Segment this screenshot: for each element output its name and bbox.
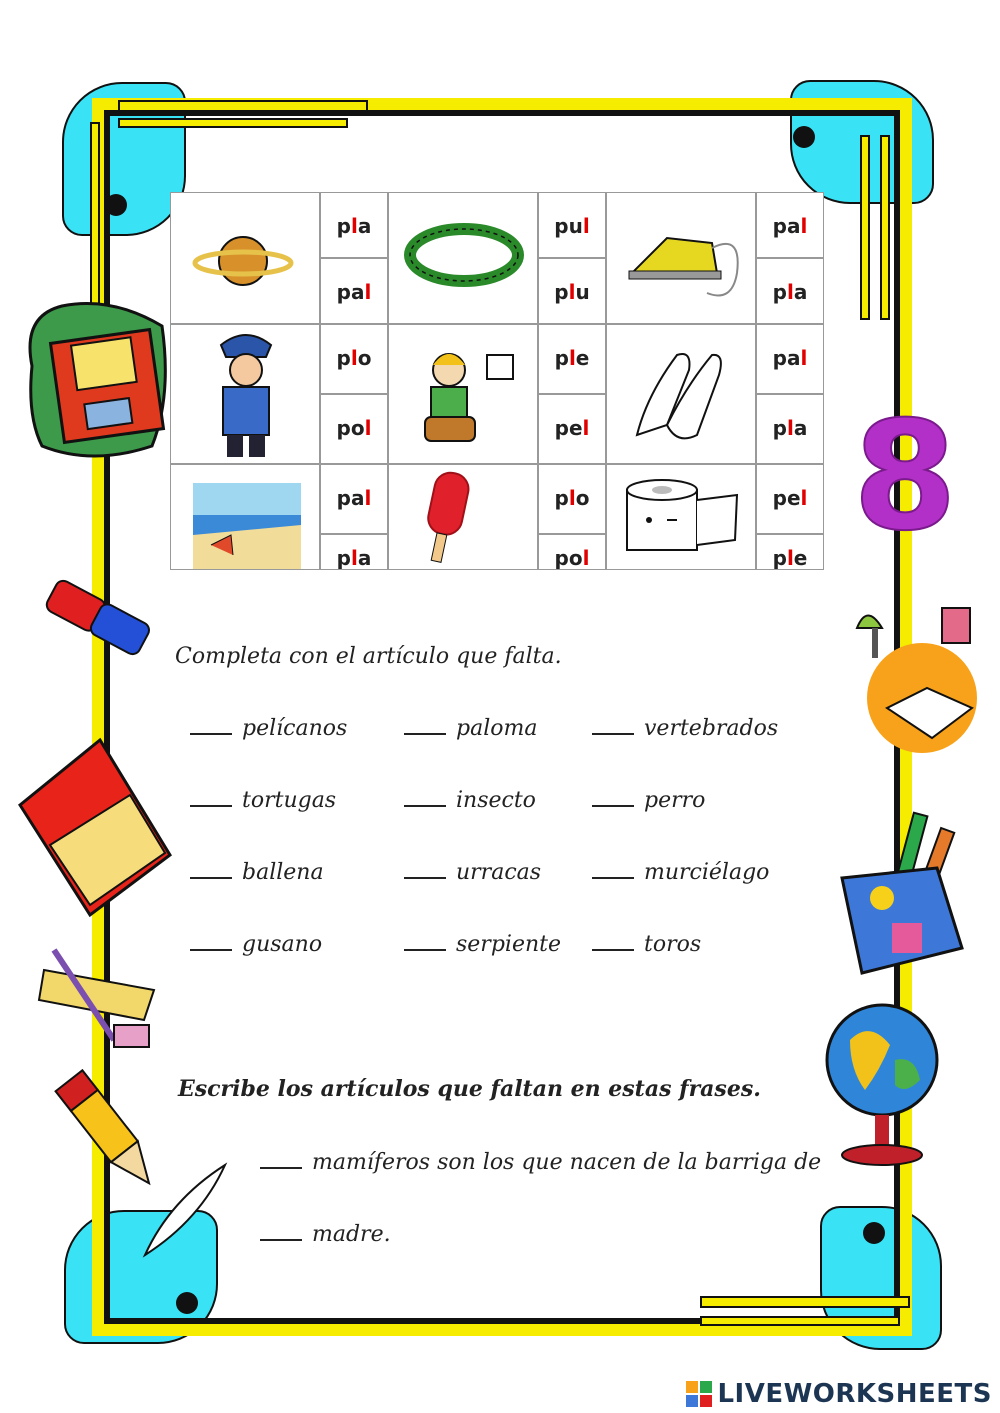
pencil-bag-icon bbox=[832, 808, 972, 978]
word-item bbox=[190, 716, 347, 741]
syllable-cell bbox=[320, 324, 388, 394]
word-text: insecto bbox=[456, 788, 536, 813]
answer-blank[interactable] bbox=[404, 877, 446, 879]
liveworksheets-logo bbox=[685, 1379, 992, 1409]
word-text: urracas bbox=[456, 860, 542, 885]
syllable-option[interactable]: pal bbox=[772, 214, 808, 238]
word-item bbox=[592, 932, 701, 957]
picture-cell-iron bbox=[606, 192, 756, 324]
picture-cell-birthday bbox=[388, 324, 538, 464]
word-item bbox=[404, 932, 561, 957]
syllable-table bbox=[170, 192, 824, 570]
syllable-cell bbox=[320, 534, 388, 570]
toilet-paper-icon bbox=[607, 465, 756, 570]
frame-dot bbox=[105, 194, 127, 216]
answer-blank[interactable] bbox=[592, 949, 634, 951]
frame-stripe bbox=[700, 1296, 910, 1308]
frame-dot bbox=[863, 1222, 885, 1244]
word-text: serpiente bbox=[456, 932, 561, 957]
answer-blank[interactable] bbox=[190, 805, 232, 807]
picture-cell-beach bbox=[170, 464, 320, 570]
syllable-option[interactable]: plu bbox=[554, 280, 590, 304]
syllable-cell bbox=[538, 464, 606, 534]
frame-stripe bbox=[118, 118, 348, 128]
exercise2-sentence-line bbox=[260, 1222, 391, 1247]
frame-stripe bbox=[860, 135, 870, 320]
answer-blank[interactable] bbox=[260, 1239, 302, 1241]
syllable-cell bbox=[756, 534, 824, 570]
school-tools-icon bbox=[34, 940, 164, 1060]
word-item bbox=[592, 788, 705, 813]
syllable-cell bbox=[538, 534, 606, 570]
word-text: gusano bbox=[242, 932, 323, 957]
beach-icon bbox=[171, 465, 320, 570]
syllable-cell bbox=[756, 394, 824, 464]
word-item bbox=[404, 860, 541, 885]
syllable-option[interactable]: pol bbox=[336, 416, 372, 440]
word-text: paloma bbox=[456, 716, 538, 741]
syllable-option[interactable]: plo bbox=[554, 486, 590, 510]
notebook-icon bbox=[10, 735, 175, 920]
answer-blank[interactable] bbox=[592, 805, 634, 807]
picture-cell-toilet-paper bbox=[606, 464, 756, 570]
answer-blank[interactable] bbox=[592, 877, 634, 879]
word-text: murciélago bbox=[644, 860, 770, 885]
syllable-cell bbox=[320, 394, 388, 464]
number-eight-icon bbox=[850, 400, 960, 540]
syllable-cell bbox=[538, 192, 606, 258]
syllable-cell bbox=[756, 464, 824, 534]
answer-blank[interactable] bbox=[190, 877, 232, 879]
syllable-option[interactable]: pla bbox=[772, 416, 808, 440]
answer-blank[interactable] bbox=[190, 949, 232, 951]
syllable-option[interactable]: pal bbox=[336, 280, 372, 304]
eraser-icon bbox=[38, 572, 156, 662]
word-item bbox=[404, 716, 537, 741]
syllable-option[interactable]: pel bbox=[772, 486, 808, 510]
iron-icon bbox=[607, 193, 757, 325]
syllable-cell bbox=[538, 394, 606, 464]
syllable-option[interactable]: pla bbox=[336, 546, 372, 570]
answer-blank[interactable] bbox=[260, 1167, 302, 1169]
exercise2-sentence-line bbox=[260, 1150, 821, 1175]
syllable-option[interactable]: pla bbox=[772, 280, 808, 304]
picture-cell-bracelet bbox=[388, 192, 538, 324]
word-text: vertebrados bbox=[644, 716, 779, 741]
syllable-option[interactable]: ple bbox=[554, 346, 590, 370]
syllable-cell bbox=[756, 192, 824, 258]
word-text: tortugas bbox=[242, 788, 337, 813]
syllable-cell bbox=[756, 324, 824, 394]
picture-cell-clapping bbox=[606, 324, 756, 464]
clapping-hands-icon bbox=[607, 325, 757, 465]
word-text: perro bbox=[644, 788, 706, 813]
answer-blank[interactable] bbox=[404, 733, 446, 735]
syllable-option[interactable]: ple bbox=[772, 546, 808, 570]
syllable-cell bbox=[320, 464, 388, 534]
frame-stripe bbox=[118, 100, 368, 112]
word-item bbox=[190, 860, 324, 885]
bracelet-icon bbox=[389, 193, 539, 325]
syllable-cell bbox=[320, 192, 388, 258]
planet-icon bbox=[171, 193, 321, 325]
picture-cell-police-officer bbox=[170, 324, 320, 464]
frame-dot bbox=[176, 1292, 198, 1314]
answer-blank[interactable] bbox=[404, 805, 446, 807]
syllable-option[interactable]: pul bbox=[554, 214, 590, 238]
word-item bbox=[592, 716, 778, 741]
syllable-cell bbox=[320, 258, 388, 324]
word-item bbox=[592, 860, 769, 885]
word-text: pelícanos bbox=[242, 716, 348, 741]
answer-blank[interactable] bbox=[190, 733, 232, 735]
svg-text:8: 8 bbox=[852, 400, 958, 540]
frame-stripe bbox=[880, 135, 890, 320]
globe-icon bbox=[820, 1000, 945, 1170]
syllable-option[interactable]: pal bbox=[772, 346, 808, 370]
word-text: toros bbox=[644, 932, 702, 957]
syllable-option[interactable]: plo bbox=[336, 346, 372, 370]
desk-items-icon bbox=[842, 598, 977, 768]
syllable-option[interactable]: pal bbox=[336, 486, 372, 510]
sentence-text: mamíferos son los que nacen de la barriga de bbox=[312, 1150, 822, 1175]
syllable-cell bbox=[756, 258, 824, 324]
word-item bbox=[190, 932, 322, 957]
answer-blank[interactable] bbox=[404, 949, 446, 951]
exercise2-instruction: Escribe los artículos que faltan en estas frases. bbox=[178, 1076, 761, 1102]
picture-cell-popsicle bbox=[388, 464, 538, 570]
exercise1-instruction: Completa con el artículo que falta. bbox=[175, 644, 562, 669]
floppy-disk-icon bbox=[22, 296, 172, 466]
logo-icon bbox=[685, 1380, 713, 1408]
syllable-option[interactable]: pel bbox=[554, 416, 590, 440]
word-item bbox=[190, 788, 336, 813]
syllable-option[interactable]: pla bbox=[336, 214, 372, 238]
popsicle-icon bbox=[389, 465, 538, 570]
word-item bbox=[404, 788, 536, 813]
frame-dot bbox=[793, 126, 815, 148]
logo-text: LIVEWORKSHEETS bbox=[717, 1379, 992, 1409]
word-text: ballena bbox=[242, 860, 324, 885]
answer-blank[interactable] bbox=[592, 733, 634, 735]
picture-cell-planet bbox=[170, 192, 320, 324]
syllable-option[interactable]: pol bbox=[554, 546, 590, 570]
syllable-cell bbox=[538, 324, 606, 394]
frame-stripe bbox=[700, 1316, 900, 1326]
police-officer-icon bbox=[171, 325, 321, 465]
feather-pen-icon bbox=[140, 1160, 230, 1260]
syllable-cell bbox=[538, 258, 606, 324]
birthday-cake-icon bbox=[389, 325, 539, 465]
sentence-text: madre. bbox=[312, 1222, 391, 1247]
